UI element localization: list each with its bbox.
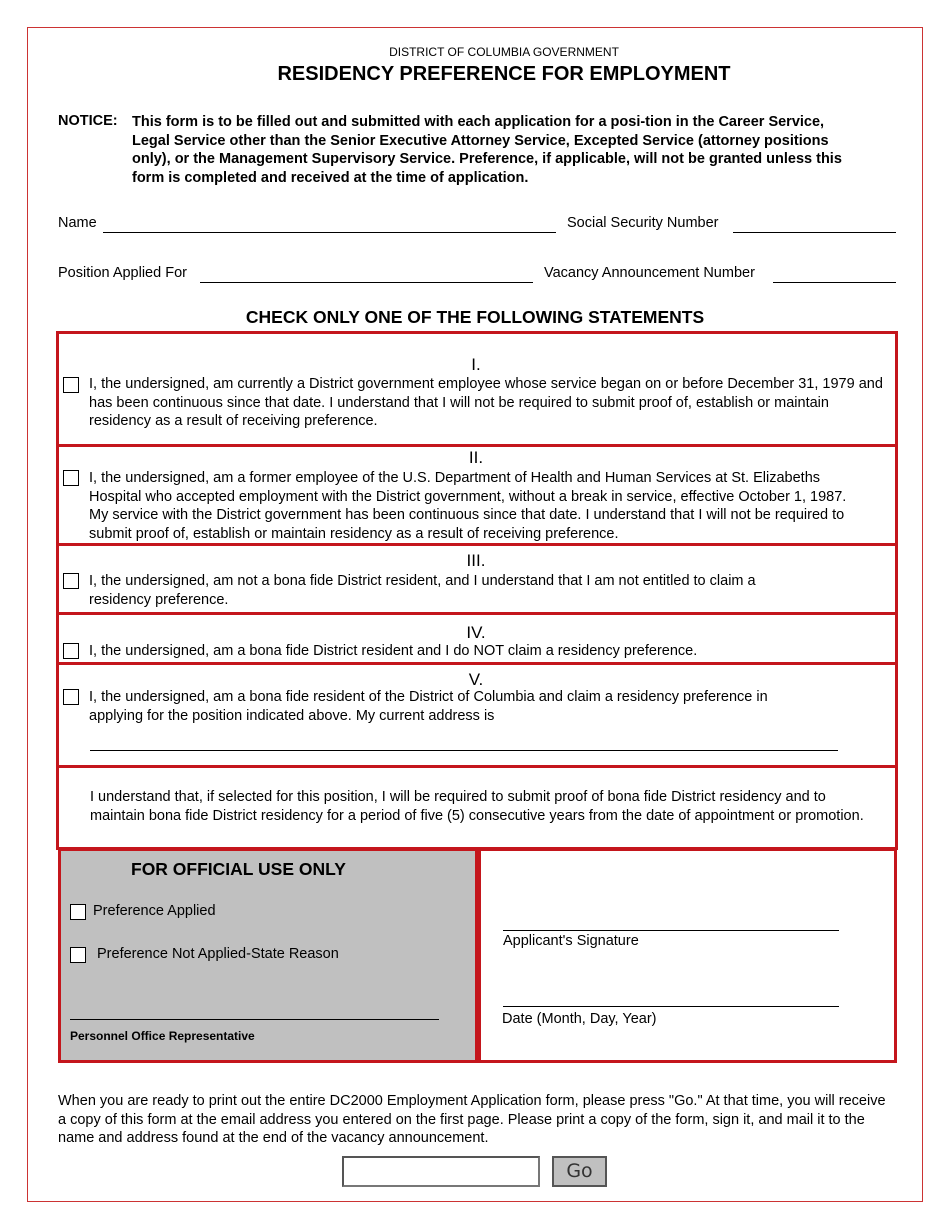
ssn-label: Social Security Number (567, 215, 719, 231)
official-use-box (58, 848, 478, 1063)
name-label: Name (58, 215, 97, 231)
current-address-field[interactable] (90, 750, 838, 751)
position-label: Position Applied For (58, 265, 187, 281)
divider (56, 765, 898, 768)
footer-instructions: When you are ready to print out the entire DC2000 Employment Application form, please press "Go." At that time, you will receive a copy of this form at the email address you entered on the first page. Please print a copy of the form, sign it, and mail it to the name and address found at the end of the vacancy announcement. (58, 1093, 886, 1146)
preference-applied-checkbox[interactable] (70, 904, 86, 920)
signature-box (478, 848, 897, 1063)
representative-label: Personnel Office Representative (70, 1029, 255, 1043)
statement-5-checkbox[interactable] (63, 689, 79, 705)
statement-5-text: I, the undersigned, am a bona fide resident of the District of Columbia and claim a residency preference in applying for the position indicated above. My current address is (89, 689, 768, 724)
divider (56, 444, 898, 447)
statement-4-numeral: IV. (466, 623, 486, 642)
check-heading: CHECK ONLY ONE OF THE FOLLOWING STATEMENTS (245, 307, 705, 327)
preference-applied-label: Preference Applied (93, 903, 216, 919)
form-title: RESIDENCY PREFERENCE FOR EMPLOYMENT (277, 63, 731, 85)
official-use-heading: FOR OFFICIAL USE ONLY (131, 859, 346, 879)
statement-2-text: I, the undersigned, am a former employee of the U.S. Department of Health and Human Services at St. Elizabeths Hospital who accepted employment with the District government, without a break in service, effective October 1, 1987. My service with the District government has been continuous since that date. I understand that I will not be required to submit proof of, establish or maintain residency as a result of receiving preference. (89, 470, 847, 542)
vacancy-label: Vacancy Announcement Number (544, 265, 755, 281)
statement-1-numeral: I. (471, 355, 481, 374)
name-field[interactable] (103, 232, 556, 233)
email-input[interactable] (342, 1156, 540, 1187)
statement-4-text: I, the undersigned, am a bona fide District resident and I do NOT claim a residency preference. (89, 643, 698, 659)
statement-4-checkbox[interactable] (63, 643, 79, 659)
divider (56, 662, 898, 665)
preference-not-applied-label: Preference Not Applied-State Reason (97, 946, 339, 962)
statement-2-numeral: II. (468, 448, 484, 467)
statement-5-numeral: V. (468, 670, 484, 689)
preference-not-applied-checkbox[interactable] (70, 947, 86, 963)
statement-3-checkbox[interactable] (63, 573, 79, 589)
vacancy-field[interactable] (773, 282, 896, 283)
applicant-signature-field[interactable] (503, 930, 839, 931)
divider (56, 543, 898, 546)
notice-label: NOTICE: (58, 113, 118, 129)
date-field[interactable] (503, 1006, 839, 1007)
position-field[interactable] (200, 282, 533, 283)
ssn-field[interactable] (733, 232, 896, 233)
statement-1-checkbox[interactable] (63, 377, 79, 393)
go-button[interactable]: Go (552, 1156, 607, 1187)
applicant-signature-label: Applicant's Signature (503, 933, 639, 949)
statement-2-checkbox[interactable] (63, 470, 79, 486)
divider (56, 612, 898, 615)
understand-text: I understand that, if selected for this position, I will be required to submit proof of bona fide District residency and to maintain bona fide District residency for a period of five (5) consecutive years from the date of appointment or promotion. (90, 789, 864, 824)
notice-text: This form is to be filled out and submitted with each application for a posi-tion in the Career Service, Legal Service other than the Senior Executive Attorney Service, Excepted Service (attorney positions only), or the Management Supervisory Service. Preference, if applicable, will not be granted unless this form is completed and received at the time of application. (132, 114, 842, 186)
statement-1-text: I, the undersigned, am currently a District government employee whose service began on or before December 31, 1979 and has been continuous since that date. I understand that I will not be required to submit proof of, establish or maintain residency as a result of receiving preference. (89, 376, 883, 429)
agency-name: DISTRICT OF COLUMBIA GOVERNMENT (389, 45, 619, 59)
statement-3-text: I, the undersigned, am not a bona fide District resident, and I understand that I am not entitled to claim a residency preference. (89, 573, 756, 608)
statement-3-numeral: III. (466, 551, 486, 570)
representative-signature-line[interactable] (70, 1019, 439, 1020)
date-label: Date (Month, Day, Year) (502, 1011, 657, 1027)
